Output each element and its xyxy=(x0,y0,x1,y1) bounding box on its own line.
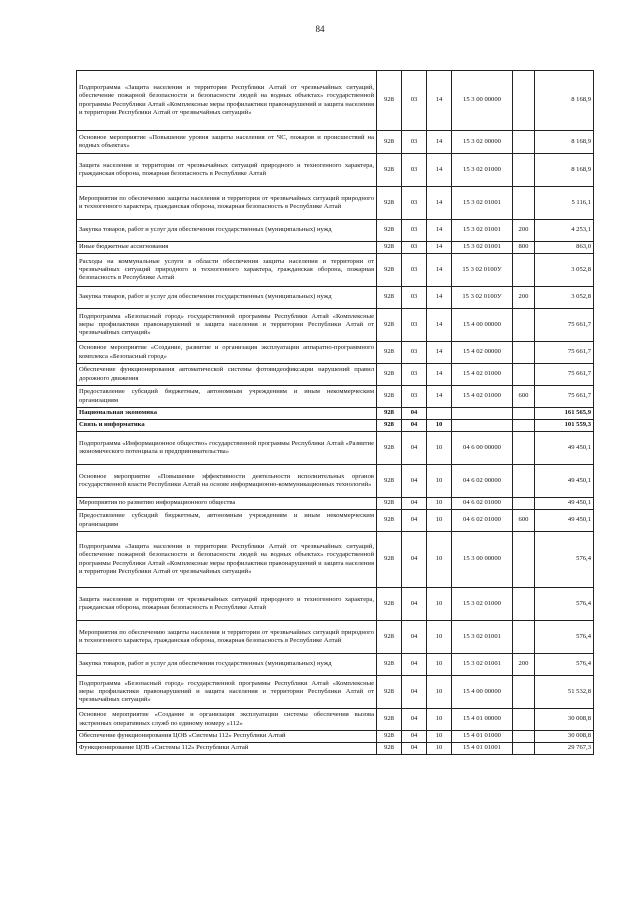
expense-type-cell: 600 xyxy=(513,386,535,408)
table-row xyxy=(77,364,594,386)
section-code-cell: 04 xyxy=(402,432,427,465)
ministry-code-cell: 928 xyxy=(377,287,402,309)
row-name-cell: Основное мероприятие «Создание и организация эксплуатации системы обеспечения вызова экстренных оперативных служб по единому номеру «112» xyxy=(77,709,377,731)
subsection-code-cell: 10 xyxy=(427,588,452,621)
section-code-cell: 03 xyxy=(402,187,427,220)
table-row xyxy=(77,187,594,220)
amount-cell: 51 532,8 xyxy=(535,676,594,709)
expense-type-cell: 800 xyxy=(513,242,535,254)
amount-cell: 75 661,7 xyxy=(535,342,594,364)
section-code-cell: 04 xyxy=(402,731,427,743)
table-row xyxy=(77,309,594,342)
row-name-cell: Основное мероприятие «Повышение эффективности деятельности исполнительных органов государственной власти Республики Алтай на основе информационно-коммуникационных технологий» xyxy=(77,465,377,498)
ministry-code-cell: 928 xyxy=(377,588,402,621)
row-name-cell: Функционирование ЦОВ «Системы 112» Республики Алтай xyxy=(77,743,377,755)
subsection-code-cell: 10 xyxy=(427,420,452,432)
amount-cell: 75 661,7 xyxy=(535,309,594,342)
expense-type-cell xyxy=(513,154,535,187)
ministry-code-cell: 928 xyxy=(377,71,402,131)
subsection-code-cell: 10 xyxy=(427,532,452,588)
table-row xyxy=(77,71,594,131)
table-row xyxy=(77,408,594,420)
amount-cell: 75 661,7 xyxy=(535,364,594,386)
section-code-cell: 04 xyxy=(402,465,427,498)
amount-cell: 8 168,9 xyxy=(535,71,594,131)
target-item-cell: 04 6 00 00000 xyxy=(452,432,513,465)
section-code-cell: 04 xyxy=(402,709,427,731)
target-item-cell: 15 4 02 01000 xyxy=(452,364,513,386)
target-item-cell: 15 3 00 00000 xyxy=(452,71,513,131)
subsection-code-cell: 10 xyxy=(427,465,452,498)
section-code-cell: 03 xyxy=(402,71,427,131)
ministry-code-cell: 928 xyxy=(377,731,402,743)
expense-type-cell: 200 xyxy=(513,654,535,676)
target-item-cell: 15 3 02 01001 xyxy=(452,242,513,254)
expense-type-cell xyxy=(513,676,535,709)
subsection-code-cell: 14 xyxy=(427,287,452,309)
expense-type-cell xyxy=(513,342,535,364)
section-code-cell: 04 xyxy=(402,498,427,510)
ministry-code-cell: 928 xyxy=(377,220,402,242)
amount-cell: 576,4 xyxy=(535,654,594,676)
target-item-cell: 04 6 02 00000 xyxy=(452,465,513,498)
table-row xyxy=(77,242,594,254)
subsection-code-cell: 14 xyxy=(427,386,452,408)
ministry-code-cell: 928 xyxy=(377,154,402,187)
amount-cell: 49 450,1 xyxy=(535,465,594,498)
amount-cell: 8 168,9 xyxy=(535,154,594,187)
subsection-code-cell: 10 xyxy=(427,432,452,465)
expense-type-cell xyxy=(513,408,535,420)
ministry-code-cell: 928 xyxy=(377,254,402,287)
table-row xyxy=(77,465,594,498)
target-item-cell: 15 3 02 01001 xyxy=(452,621,513,654)
ministry-code-cell: 928 xyxy=(377,342,402,364)
subsection-code-cell: 10 xyxy=(427,731,452,743)
expense-type-cell xyxy=(513,432,535,465)
expense-type-cell xyxy=(513,420,535,432)
target-item-cell: 15 3 00 00000 xyxy=(452,532,513,588)
row-name-cell: Предоставление субсидий бюджетным, автономным учреждениям и иным некоммерческим организациям xyxy=(77,510,377,532)
row-name-cell: Связь и информатика xyxy=(77,420,377,432)
ministry-code-cell: 928 xyxy=(377,386,402,408)
amount-cell: 161 565,9 xyxy=(535,408,594,420)
expense-type-cell: 200 xyxy=(513,220,535,242)
table-row xyxy=(77,154,594,187)
target-item-cell: 15 4 00 00000 xyxy=(452,676,513,709)
subsection-code-cell: 14 xyxy=(427,220,452,242)
row-name-cell: Подпрограмма «Защита населения и территории Республики Алтай от чрезвычайных ситуаций, обеспечение пожарной безопасности и безопасности людей на водных объектах» государственной программы Республики Алтай «Комплексные меры профилактики правонарушений и защита населения и территории Республики Алтай от чрезвычайных ситуаций» xyxy=(77,71,377,131)
table-row xyxy=(77,220,594,242)
table-row xyxy=(77,510,594,532)
ministry-code-cell: 928 xyxy=(377,510,402,532)
amount-cell: 3 052,8 xyxy=(535,254,594,287)
subsection-code-cell: 10 xyxy=(427,709,452,731)
row-name-cell: Мероприятия по обеспечению защиты населения и территории от чрезвычайных ситуаций природного и техногенного характера, гражданская оборона, пожарная безопасность в Республике Алтай xyxy=(77,621,377,654)
target-item-cell: 15 4 01 00000 xyxy=(452,709,513,731)
ministry-code-cell: 928 xyxy=(377,242,402,254)
subsection-code-cell: 10 xyxy=(427,498,452,510)
ministry-code-cell: 928 xyxy=(377,408,402,420)
ministry-code-cell: 928 xyxy=(377,498,402,510)
row-name-cell: Подпрограмма «Защита населения и территории Республики Алтай от чрезвычайных ситуаций, обеспечение пожарной безопасности и безопасности людей на водных объектах» государственной программы Республики Алтай «Комплексные меры профилактики правонарушений и защита населения и территории Республики Алтай от чрезвычайных ситуаций» xyxy=(77,532,377,588)
subsection-code-cell: 10 xyxy=(427,621,452,654)
table-row xyxy=(77,676,594,709)
amount-cell: 3 052,8 xyxy=(535,287,594,309)
amount-cell: 75 661,7 xyxy=(535,386,594,408)
target-item-cell xyxy=(452,408,513,420)
row-name-cell: Основное мероприятие «Повышение уровня защиты населения от ЧС, пожаров и происшествий на водных объектах» xyxy=(77,131,377,154)
row-name-cell: Мероприятия по обеспечению защиты населения и территории от чрезвычайных ситуаций природного и техногенного характера, гражданская оборона, пожарная безопасность в Республике Алтай xyxy=(77,187,377,220)
expense-type-cell xyxy=(513,465,535,498)
subsection-code-cell: 14 xyxy=(427,364,452,386)
amount-cell: 30 008,8 xyxy=(535,709,594,731)
row-name-cell: Подпрограмма «Информационное общество» государственной программы Республики Алтай «Развитие экономического потенциала и предпринимательства» xyxy=(77,432,377,465)
row-name-cell: Национальная экономика xyxy=(77,408,377,420)
section-code-cell: 03 xyxy=(402,309,427,342)
row-name-cell: Подпрограмма «Безопасный город» государственной программы Республики Алтай «Комплексные меры профилактики правонарушений и защита населения и территории Республики Алтай от чрезвычайных ситуаций» xyxy=(77,676,377,709)
ministry-code-cell: 928 xyxy=(377,676,402,709)
table-row xyxy=(77,432,594,465)
section-code-cell: 04 xyxy=(402,510,427,532)
row-name-cell: Закупка товаров, работ и услуг для обеспечения государственных (муниципальных) нужд xyxy=(77,220,377,242)
amount-cell: 49 450,1 xyxy=(535,498,594,510)
subsection-code-cell: 14 xyxy=(427,309,452,342)
section-code-cell: 03 xyxy=(402,386,427,408)
table-row xyxy=(77,386,594,408)
subsection-code-cell: 14 xyxy=(427,342,452,364)
subsection-code-cell: 10 xyxy=(427,743,452,755)
ministry-code-cell: 928 xyxy=(377,654,402,676)
ministry-code-cell: 928 xyxy=(377,309,402,342)
expense-type-cell xyxy=(513,731,535,743)
ministry-code-cell: 928 xyxy=(377,187,402,220)
section-code-cell: 04 xyxy=(402,408,427,420)
row-name-cell: Подпрограмма «Безопасный город» государственной программы Республики Алтай «Комплексные меры профилактики правонарушений и защита населения и территории Республики Алтай от чрезвычайных ситуаций» xyxy=(77,309,377,342)
subsection-code-cell: 14 xyxy=(427,187,452,220)
row-name-cell: Мероприятия по развитию информационного общества xyxy=(77,498,377,510)
ministry-code-cell: 928 xyxy=(377,743,402,755)
expense-type-cell xyxy=(513,187,535,220)
ministry-code-cell: 928 xyxy=(377,621,402,654)
amount-cell: 49 450,1 xyxy=(535,432,594,465)
table-row xyxy=(77,654,594,676)
section-code-cell: 03 xyxy=(402,342,427,364)
section-code-cell: 04 xyxy=(402,654,427,676)
target-item-cell: 15 4 02 00000 xyxy=(452,342,513,364)
amount-cell: 29 767,3 xyxy=(535,743,594,755)
target-item-cell: 15 4 01 01000 xyxy=(452,731,513,743)
budget-table xyxy=(76,70,594,755)
expense-type-cell xyxy=(513,364,535,386)
table-row xyxy=(77,709,594,731)
expense-type-cell xyxy=(513,131,535,154)
table-row xyxy=(77,532,594,588)
amount-cell: 863,0 xyxy=(535,242,594,254)
row-name-cell: Обеспечение функционирования автоматической системы фотовидеофиксации нарушений правил дорожного движения xyxy=(77,364,377,386)
table-row xyxy=(77,254,594,287)
table-row xyxy=(77,342,594,364)
target-item-cell xyxy=(452,420,513,432)
target-item-cell: 15 3 02 01001 xyxy=(452,220,513,242)
subsection-code-cell: 14 xyxy=(427,154,452,187)
table-row xyxy=(77,731,594,743)
section-code-cell: 04 xyxy=(402,743,427,755)
subsection-code-cell: 10 xyxy=(427,676,452,709)
row-name-cell: Иные бюджетные ассигнования xyxy=(77,242,377,254)
table-row xyxy=(77,287,594,309)
target-item-cell: 15 3 02 0100У xyxy=(452,254,513,287)
expense-type-cell xyxy=(513,254,535,287)
section-code-cell: 03 xyxy=(402,364,427,386)
target-item-cell: 04 6 02 01000 xyxy=(452,510,513,532)
amount-cell: 49 450,1 xyxy=(535,510,594,532)
amount-cell: 8 168,9 xyxy=(535,131,594,154)
section-code-cell: 04 xyxy=(402,676,427,709)
ministry-code-cell: 928 xyxy=(377,420,402,432)
table-row xyxy=(77,743,594,755)
section-code-cell: 04 xyxy=(402,588,427,621)
target-item-cell: 15 3 02 01001 xyxy=(452,187,513,220)
subsection-code-cell: 10 xyxy=(427,654,452,676)
amount-cell: 576,4 xyxy=(535,588,594,621)
subsection-code-cell: 14 xyxy=(427,242,452,254)
ministry-code-cell: 928 xyxy=(377,465,402,498)
expense-type-cell xyxy=(513,588,535,621)
amount-cell: 30 008,8 xyxy=(535,731,594,743)
expense-type-cell xyxy=(513,71,535,131)
expense-type-cell xyxy=(513,532,535,588)
amount-cell: 101 559,3 xyxy=(535,420,594,432)
ministry-code-cell: 928 xyxy=(377,532,402,588)
target-item-cell: 15 3 02 00000 xyxy=(452,131,513,154)
target-item-cell: 04 6 02 01000 xyxy=(452,498,513,510)
section-code-cell: 03 xyxy=(402,220,427,242)
subsection-code-cell: 14 xyxy=(427,71,452,131)
ministry-code-cell: 928 xyxy=(377,432,402,465)
section-code-cell: 03 xyxy=(402,242,427,254)
subsection-code-cell: 14 xyxy=(427,131,452,154)
row-name-cell: Защита населения и территории от чрезвычайных ситуаций природного и техногенного характера, гражданская оборона, пожарная безопасность в Республике Алтай xyxy=(77,154,377,187)
target-item-cell: 15 4 00 00000 xyxy=(452,309,513,342)
section-code-cell: 03 xyxy=(402,287,427,309)
section-code-cell: 03 xyxy=(402,154,427,187)
expense-type-cell xyxy=(513,498,535,510)
target-item-cell: 15 4 02 01000 xyxy=(452,386,513,408)
section-code-cell: 03 xyxy=(402,131,427,154)
ministry-code-cell: 928 xyxy=(377,364,402,386)
expense-type-cell xyxy=(513,709,535,731)
expense-type-cell xyxy=(513,743,535,755)
table-row xyxy=(77,131,594,154)
table-row xyxy=(77,621,594,654)
row-name-cell: Основное мероприятие «Создание, развитие и организация эксплуатации аппаратно-программного комплекса «Безопасный город» xyxy=(77,342,377,364)
expense-type-cell xyxy=(513,309,535,342)
row-name-cell: Предоставление субсидий бюджетным, автономным учреждениям и иным некоммерческим организациям xyxy=(77,386,377,408)
ministry-code-cell: 928 xyxy=(377,709,402,731)
target-item-cell: 15 3 02 01001 xyxy=(452,654,513,676)
section-code-cell: 03 xyxy=(402,254,427,287)
section-code-cell: 04 xyxy=(402,420,427,432)
subsection-code-cell: 14 xyxy=(427,254,452,287)
amount-cell: 576,4 xyxy=(535,621,594,654)
target-item-cell: 15 3 02 01000 xyxy=(452,588,513,621)
table-row xyxy=(77,588,594,621)
ministry-code-cell: 928 xyxy=(377,131,402,154)
subsection-code-cell: 10 xyxy=(427,510,452,532)
section-code-cell: 04 xyxy=(402,621,427,654)
amount-cell: 576,4 xyxy=(535,532,594,588)
row-name-cell: Защита населения и территории от чрезвычайных ситуаций природного и техногенного характера, гражданская оборона, пожарная безопасность в Республике Алтай xyxy=(77,588,377,621)
table-row xyxy=(77,498,594,510)
expense-type-cell: 600 xyxy=(513,510,535,532)
row-name-cell: Расходы на коммунальные услуги в области обеспечения защиты населения и территории от чрезвычайных ситуаций природного и техногенного характера, гражданская оборона, пожарная безопасность в Республике Алтай xyxy=(77,254,377,287)
amount-cell: 5 116,1 xyxy=(535,187,594,220)
row-name-cell: Обеспечение функционирования ЦОВ «Системы 112» Республики Алтай xyxy=(77,731,377,743)
target-item-cell: 15 4 01 01001 xyxy=(452,743,513,755)
subsection-code-cell xyxy=(427,408,452,420)
table-row xyxy=(77,420,594,432)
row-name-cell: Закупка товаров, работ и услуг для обеспечения государственных (муниципальных) нужд xyxy=(77,287,377,309)
expense-type-cell xyxy=(513,621,535,654)
target-item-cell: 15 3 02 01000 xyxy=(452,154,513,187)
section-code-cell: 04 xyxy=(402,532,427,588)
amount-cell: 4 253,1 xyxy=(535,220,594,242)
row-name-cell: Закупка товаров, работ и услуг для обеспечения государственных (муниципальных) нужд xyxy=(77,654,377,676)
target-item-cell: 15 3 02 0100У xyxy=(452,287,513,309)
expense-type-cell: 200 xyxy=(513,287,535,309)
page-number: 84 xyxy=(315,24,325,34)
